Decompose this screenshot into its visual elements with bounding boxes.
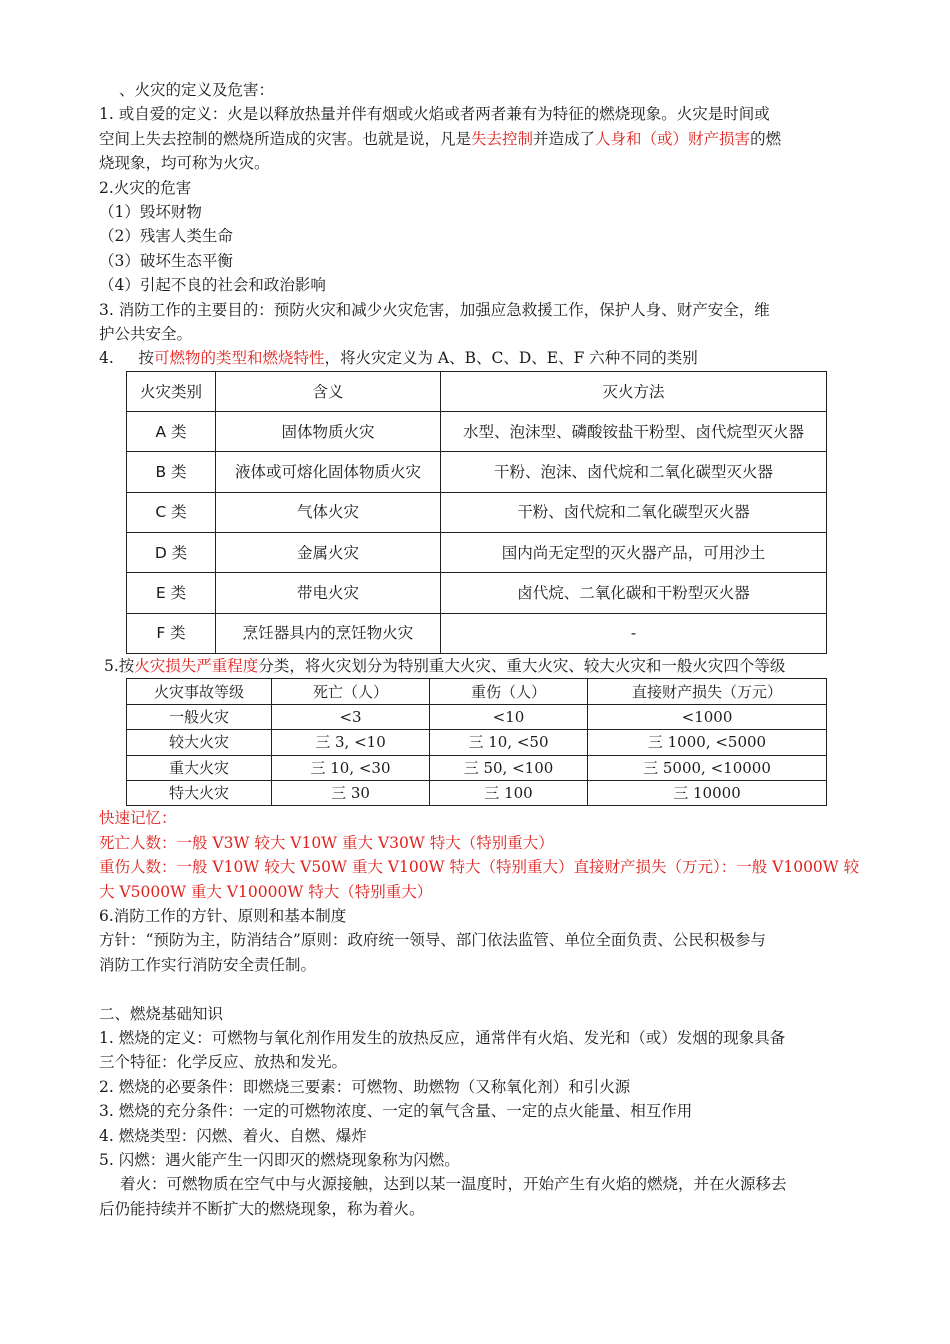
table-row <box>127 755 827 780</box>
table-row <box>127 412 827 452</box>
header-cell: 灭火方法 <box>441 371 827 411</box>
memo-injury-line-2: 大 V5000W 重大 V10000W 特大（特别重大） <box>99 882 433 901</box>
table-cell: 三 10000 <box>588 780 827 805</box>
necessary-conditions: 2. 燃烧的必要条件：即燃烧三要素：可燃物、助燃物（又称氧化剂）和引火源 <box>99 1077 631 1096</box>
header-cell: 死亡（人） <box>272 679 430 704</box>
header-cell: 直接财产损失（万元） <box>588 679 827 704</box>
table-cell: 三 100 <box>430 780 588 805</box>
section-2-title: 二、燃烧基础知识 <box>99 1004 224 1023</box>
highlight-severity: 火灾损失严重程度 <box>134 656 259 675</box>
table-cell: 三 10, <30 <box>272 755 430 780</box>
table-cell: 液体或可熔化固体物质火灾 <box>216 452 441 492</box>
table-cell: <1000 <box>588 704 827 729</box>
table-row <box>127 780 827 805</box>
combustion-types: 4. 燃烧类型：闪燃、着火、自燃、爆炸 <box>99 1126 367 1145</box>
fire-class-table <box>126 371 827 654</box>
fire-definition-line-1: 1. 或自爱的定义：火是以释放热量并伴有烟或火焰或者两者兼有为特征的燃烧现象。火灾是时间或 <box>99 105 770 124</box>
header-cell: 火灾事故等级 <box>127 679 272 704</box>
memo-title: 快速记忆： <box>99 809 177 828</box>
harm-title: 2.火灾的危害 <box>99 178 192 197</box>
blank-line <box>99 977 855 1001</box>
highlight-out-of-control: 失去控制 <box>471 129 534 148</box>
severity-table <box>126 678 827 806</box>
policy-line-2: 消防工作实行消防安全责任制。 <box>99 955 317 974</box>
fire-class-intro: 4. 按可燃物的类型和燃烧特性，将火灾定义为 A、B、C、D、E、F 六种不同的类别 <box>99 349 698 368</box>
table-cell: A 类 <box>127 412 216 452</box>
table-header-row <box>127 679 827 704</box>
table-cell: 卤代烷、二氧化碳和干粉型灭火器 <box>441 573 827 613</box>
highlight-damage: 人身和（或）财产损害 <box>595 129 751 148</box>
memo-injury-line-1: 重伤人数：一般 V10W 较大 V50W 重大 V100W 特大（特别重大）直接财产损失（万元）：一般 V1000W 较 <box>99 858 860 877</box>
memo-death: 死亡人数：一般 V3W 较大 V10W 重大 V30W 特大（特别重大） <box>99 833 554 852</box>
table-cell: 固体物质火灾 <box>216 412 441 452</box>
table-row <box>127 573 827 613</box>
harm-item: （4）引起不良的社会和政治影响 <box>99 276 326 295</box>
policy-line-1: 方针：“预防为主，防消结合”原则：政府统一领导、部门依法监管、单位全面负责、公民积极参与 <box>99 931 766 950</box>
combustion-definition-line-2: 三个特征：化学反应、放热和发光。 <box>99 1053 348 1072</box>
section-1-title: 、火灾的定义及危害： <box>119 81 275 99</box>
table-cell: 重大火灾 <box>127 755 272 780</box>
table-row <box>127 613 827 653</box>
table-cell: 三 50, <100 <box>430 755 588 780</box>
ignition-definition-line-2: 后仍能持续并不断扩大的燃烧现象，称为着火。 <box>99 1199 425 1218</box>
table-cell: C 类 <box>127 492 216 532</box>
table-cell: 三 30 <box>272 780 430 805</box>
table-cell: 三 3, <10 <box>272 730 430 755</box>
table-cell: <3 <box>272 704 430 729</box>
table-row <box>127 704 827 729</box>
table-cell: E 类 <box>127 573 216 613</box>
table-cell: 水型、泡沫型、磷酸铵盐干粉型、卤代烷型灭火器 <box>441 412 827 452</box>
table-cell: 金属火灾 <box>216 533 441 573</box>
table-cell: 干粉、泡沫、卤代烷和二氧化碳型灭火器 <box>441 452 827 492</box>
table-cell: 三 1000, <5000 <box>588 730 827 755</box>
table-cell: B 类 <box>127 452 216 492</box>
table-cell: 带电火灾 <box>216 573 441 613</box>
table-cell: 烹饪器具内的烹饪物火灾 <box>216 613 441 653</box>
table-row <box>127 533 827 573</box>
table-cell: 三 5000, <10000 <box>588 755 827 780</box>
severity-intro: 5.按火灾损失严重程度分类，将火灾划分为特别重大火灾、重大火灾、较大火灾和一般火灾四个等级 <box>104 656 786 675</box>
table-cell: 气体火灾 <box>216 492 441 532</box>
table-cell: 国内尚无定型的灭火器产品，可用沙土 <box>441 533 827 573</box>
table-cell: D 类 <box>127 533 216 573</box>
table-cell: F 类 <box>127 613 216 653</box>
combustion-definition-line-1: 1. 燃烧的定义：可燃物与氧化剂作用发生的放热反应，通常伴有火焰、发光和（或）发烟的现象具备 <box>99 1028 786 1047</box>
table-row <box>127 492 827 532</box>
table-row <box>127 730 827 755</box>
header-cell: 含义 <box>216 371 441 411</box>
table-row <box>127 452 827 492</box>
fire-definition-line-3: 烧现象，均可称为火灾。 <box>99 154 270 173</box>
table-cell: 特大火灾 <box>127 780 272 805</box>
fire-definition-line-2: 空间上失去控制的燃烧所造成的灾害。也就是说，凡是失去控制并造成了人身和（或）财产损害的燃 <box>99 129 782 148</box>
table-cell: <10 <box>430 704 588 729</box>
table-header-row <box>127 371 827 411</box>
highlight-fuel-type: 可燃物的类型和燃烧特性 <box>153 349 325 368</box>
table-cell: 较大火灾 <box>127 730 272 755</box>
sufficient-conditions: 3. 燃烧的充分条件：一定的可燃物浓度、一定的氧气含量、一定的点火能量、相互作用 <box>99 1102 693 1121</box>
header-cell: 重伤（人） <box>430 679 588 704</box>
purpose-line-2: 护公共安全。 <box>99 325 193 344</box>
table-cell: 一般火灾 <box>127 704 272 729</box>
header-cell: 火灾类别 <box>127 371 216 411</box>
table-cell: 干粉、卤代烷和二氧化碳型灭火器 <box>441 492 827 532</box>
harm-item: （1）毁坏财物 <box>99 203 202 222</box>
harm-item: （3）破坏生态平衡 <box>99 251 233 270</box>
table-cell: - <box>441 613 827 653</box>
purpose-line-1: 3. 消防工作的主要目的：预防火灾和减少火灾危害，加强应急救援工作，保护人身、财产安全，维 <box>99 300 770 319</box>
table-cell: 三 10, <50 <box>430 730 588 755</box>
flash-definition: 5. 闪燃：遇火能产生一闪即灭的燃烧现象称为闪燃。 <box>99 1150 460 1169</box>
harm-item: （2）残害人类生命 <box>99 227 233 246</box>
ignition-definition-line-1: 着火：可燃物质在空气中与火源接触，达到以某一温度时，开始产生有火焰的燃烧，并在火源移去 <box>120 1175 787 1194</box>
policy-title: 6.消防工作的方针、原则和基本制度 <box>99 906 347 925</box>
document-page <box>99 78 860 1221</box>
